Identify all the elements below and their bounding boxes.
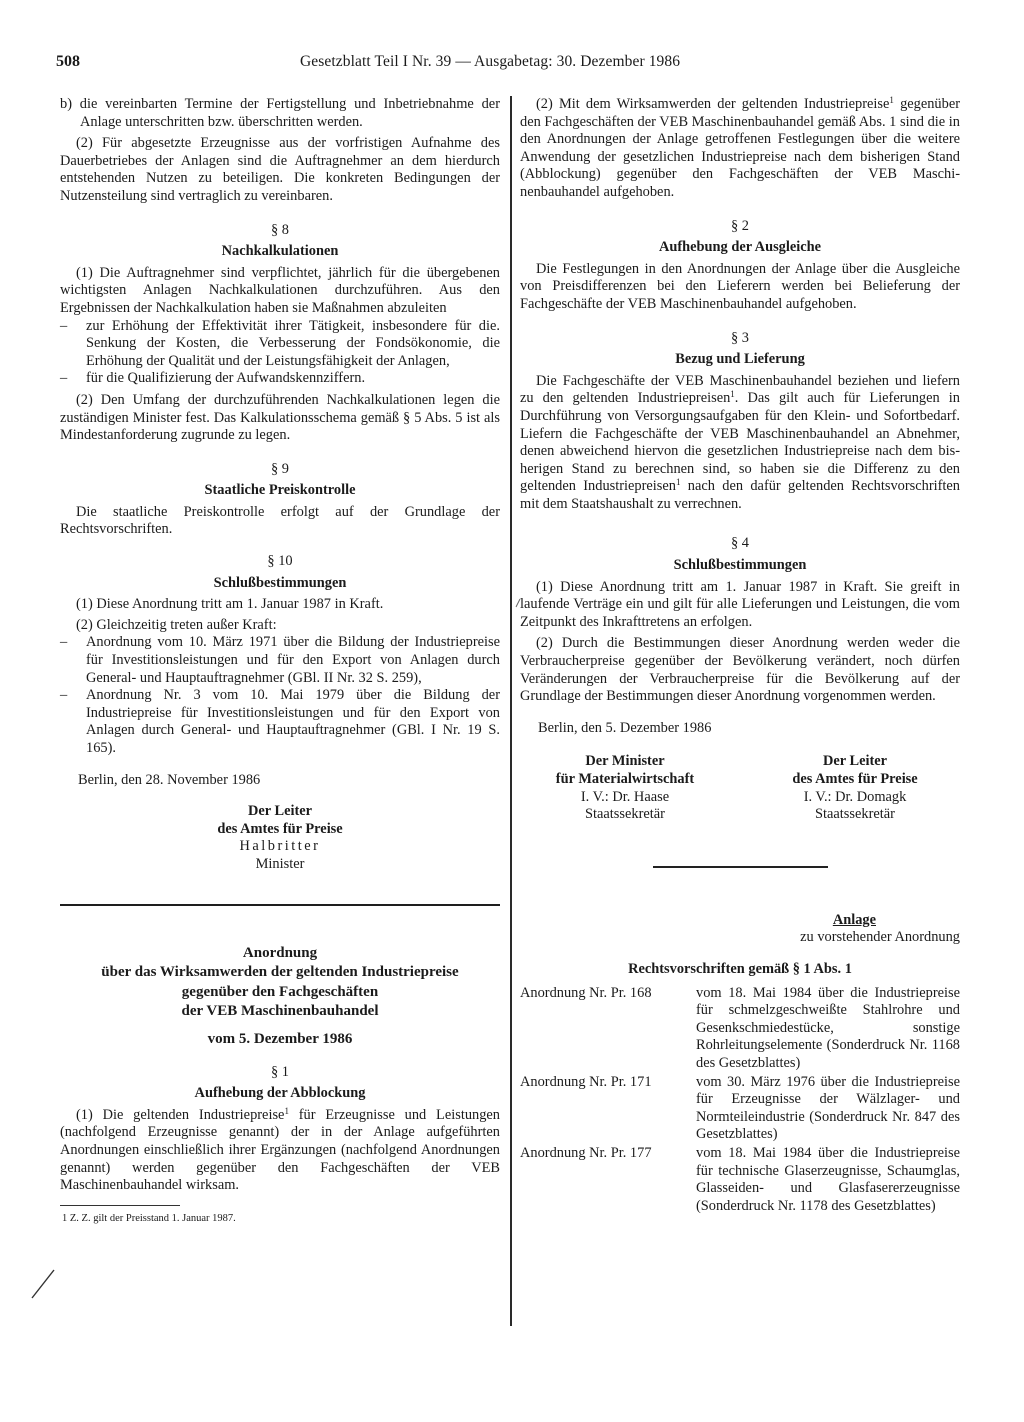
- annex-row: [520, 985, 960, 1073]
- document-date: vom 5. Dezember 1986: [207, 1030, 353, 1047]
- list-item-text: Anordnung Nr. 3 vom 10. Mai 1979 über die Bildung der Industriepreise für Investitionsleistungen und für den Export von Anlagen durch General- und Hauptauftragnehmer (GBl. I Nr. 19 S. 165).: [86, 687, 500, 756]
- section-3-number: § 3: [731, 329, 749, 346]
- title-line: der VEB Maschinenbauhandel: [181, 1003, 379, 1020]
- title-line: gegenüber den Fachgeschäften: [181, 983, 379, 1000]
- annex-title: Anlage: [832, 911, 876, 928]
- text-run: gegenüber den Fachgeschäften der VEB Maschinenbauhandel gemäß Abs. 1 sind die in den Anordnungen der Anlage getroffenen Festlegungen über die weitere Anwendung der gesetzlichen Industriepreise nach dem bisherigen Stand (Abblockung) gegenüber den Fachgeschäften der VEB Maschinenbauhandel aufgehoben.: [520, 96, 960, 200]
- paragraph-2: (2) Für abgesetzte Erzeugnisse aus der vorfristigen Aufnahme des Dauerbetriebes der Anlagen sind die Auftragnehmer an dem hierdurch entstehenden Nutzen zu beteiligen. Die konkreten Bedingungen der Nutzensteilung sind vertraglich zu vereinbaren.: [60, 135, 500, 204]
- section-10-number: § 10: [267, 553, 293, 570]
- footnote-ref: 1: [675, 477, 681, 488]
- section-9-paragraph: Die staatliche Preiskontrolle erfolgt auf der Grundlage der Rechtsvorschriften.: [60, 503, 500, 538]
- section-1-paragraph-1: [60, 1107, 500, 1195]
- annex-row: [520, 1074, 960, 1144]
- text-run: (1) Die geltenden Industriepreise: [76, 1106, 285, 1123]
- title-line: Anordnung: [242, 944, 318, 961]
- annex-list: [520, 985, 960, 1216]
- annex-label-wrap: [520, 912, 960, 930]
- footnote-ref: 1: [730, 389, 735, 400]
- footnote-ref: 1: [284, 1105, 289, 1116]
- place-date-right: Berlin, den 5. Dezember 1986: [538, 719, 712, 736]
- section-10-paragraph-2: (2) Gleichzeitig treten außer Kraft:: [76, 616, 277, 633]
- right-column: [520, 96, 960, 1215]
- section-3-paragraph: [520, 373, 960, 514]
- annex-description: vom 18. Mai 1984 über die Industriepreise für technische Glaserzeugnisse, Schaumglas, Glasseiden- und Glasfasererzeugnisse (Sonderdruck Nr. 1178 des Gesetzblattes): [696, 1144, 960, 1214]
- section-2-paragraph: Die Festlegungen in den Anordnungen der Anlage über die Ausgleiche von Preisdifferenzen bei den Lieferern werden bei Belieferung der Fachgeschäfte der VEB Maschinenbauhandel aufgehoben.: [520, 260, 960, 312]
- text-run: . Das gilt auch für Lieferungen in Durchführung von Versorgungsaufgaben für den Klein- und Sofortbedarf. Liefern die Fachgeschäfte der VEB Maschinenbauhandel an Abnehmer, denen abweichend hiervon die gesetzlichen Industriepreise nach dem bisherigen Stand zu berechnen sind, so haben sie die Differenz zu den geltenden Industriepreisen: [520, 390, 960, 495]
- list-item-text: zur Erhöhung der Effektivität ihrer Tätigkeit, insbesondere für die. Senkung der Kosten, die Verbesserung der Fondsökonomie, die Erhöhung der Qualität und der Leistungsfähigkeit der Anlagen,: [86, 317, 500, 369]
- section-8-paragraph-2: (2) Den Umfang der durchzuführenden Nachkalkulationen legen die zuständigen Minister fest. Das Kalkulationsschema gemäß § 5 Abs. 5 ist als Mindestanforderung zugrunde zu legen.: [60, 391, 500, 444]
- scan-speck-mark: [514, 598, 522, 608]
- section-10-title: Schlußbestimmungen: [213, 574, 347, 591]
- annex-reference: Anordnung Nr. Pr. 177: [520, 1144, 652, 1161]
- annex-subtitle: zu vorstehender Anordnung: [800, 929, 960, 946]
- place-date-left: Berlin, den 28. November 1986: [78, 771, 261, 788]
- page-header: [56, 53, 968, 79]
- signature-block-price-office: [750, 753, 960, 823]
- section-3-title: Bezug und Lieferung: [675, 351, 805, 368]
- signatory-title: Der Leiter: [247, 803, 313, 820]
- section-8-list-item: – für die Qualifizierung der Aufwandskennziffern.: [60, 370, 366, 387]
- annex-reference: Anordnung Nr. Pr. 168: [520, 984, 652, 1001]
- left-column: [60, 96, 500, 1227]
- signature-block-left: [60, 803, 500, 873]
- running-title: Gesetzblatt Teil I Nr. 39 — Ausgabetag: 30. Dezember 1986: [300, 53, 681, 70]
- section-1-paragraph-2: [520, 96, 960, 202]
- section-8-title: Nachkalkulationen: [221, 243, 339, 260]
- signatory-office: für Materialwirtschaft: [555, 771, 695, 787]
- section-9-title: Staatliche Preiskontrolle: [204, 482, 356, 499]
- signature-block-minister: [520, 753, 730, 823]
- signatory-name: I. V.: Dr. Domagk: [803, 788, 907, 805]
- signatory-title: Der Leiter: [822, 753, 888, 770]
- section-10-list-item: – Anordnung Nr. 3 vom 10. Mai 1979 über die Bildung der Industriepreise für Investitionsleistungen und für den Export von Anlagen durch General- und Hauptauftragnehmer (GBl. I Nr. 19 S. 165).: [60, 687, 500, 756]
- section-4-paragraph-1: (1) Diese Anordnung tritt am 1. Januar 1987 in Kraft. Sie greift in laufende Verträge ein und gilt für alle Lieferungen und Leistungen, die vom Zeitpunkt des Inkrafttretens an erfolgen.: [520, 578, 960, 630]
- footnote-rule: [60, 1205, 180, 1206]
- section-4-number: § 4: [731, 535, 749, 552]
- section-1-number: § 1: [271, 1063, 289, 1080]
- footnote: 1 Z. Z. gilt der Preisstand 1. Januar 1987.: [62, 1212, 236, 1224]
- section-separator: [60, 904, 500, 906]
- section-4-paragraph-2: (2) Durch die Bestimmungen dieser Anordnung werden weder die Verbraucherpreise gegenüber der Bevölkerung verändert, noch dürfen Veränderungen der Verbraucherpreise für die Bevölkerung auf der Grundlage der Bestimmungen dieser Anordnung vorgenommen werden.: [520, 635, 960, 705]
- text-run: nach den dafür geltenden Rechtsvorschriften mit dem Staatshaushalt zu verrechnen.: [520, 478, 960, 512]
- section-8-list-item: – zur Erhöhung der Effektivität ihrer Tätigkeit, insbesondere für die. Senkung der Kosten, die Verbesserung der Fondsökonomie, die Erhöhung der Qualität und der Leistungsfähigkeit der Anlagen,: [60, 317, 500, 369]
- signatory-office: des Amtes für Preise: [217, 820, 343, 837]
- annex-heading: Rechtsvorschriften gemäß § 1 Abs. 1: [628, 960, 852, 977]
- annex-description: vom 30. März 1976 über die Industriepreise für Erzeugnisse der Wälzlager- und Normteileindustrie (Sonderdruck Nr. 847 des Gesetzblattes): [696, 1073, 960, 1143]
- pen-stroke-mark: [30, 1268, 56, 1300]
- text-run: Die Fachgeschäfte der VEB Maschinenbauhandel beziehen und liefern zu den geltenden Industriepreisen: [520, 372, 960, 407]
- signatory-role: Minister: [255, 855, 305, 872]
- annex-row: [520, 1145, 960, 1215]
- signature-row: [520, 753, 960, 823]
- document-title: [60, 944, 500, 1050]
- section-8-number: § 8: [271, 221, 289, 238]
- footnote-ref: 1: [889, 95, 894, 105]
- annex-description: vom 18. Mai 1984 über die Industriepreise für schmelzgeschweißte Stahlrohre und Gesenkschmiedestücke, sonstige Rohrleitungselemente (Sonderdruck Nr. 1168 des Gesetzblattes): [696, 984, 960, 1071]
- signatory-office: des Amtes für Preise: [792, 771, 918, 787]
- annex-reference: Anordnung Nr. Pr. 171: [520, 1073, 652, 1090]
- section-1-title: Aufhebung der Abblockung: [194, 1085, 366, 1102]
- text-run: (2) Mit dem Wirksamwerden der geltenden Industriepreise: [536, 96, 890, 112]
- section-separator: [653, 866, 828, 868]
- signatory-role: Staatssekretär: [815, 806, 895, 823]
- section-2-title: Aufhebung der Ausgleiche: [658, 239, 822, 256]
- item-b: b) die vereinbarten Termine der Fertigstellung und Inbetriebnahme der Anlage unterschritten bzw. überschritten werden.: [60, 96, 500, 130]
- signatory-role: Staatssekretär: [585, 806, 665, 823]
- title-line: über das Wirksamwerden der geltenden Industriepreise: [101, 964, 459, 981]
- list-item-text: für die Qualifizierung der Aufwandskennziffern.: [86, 370, 366, 387]
- signatory-title: Der Minister: [585, 753, 665, 770]
- section-8-paragraph-1: (1) Die Auftragnehmer sind verpflichtet, jährlich für die übergebenen wichtigsten Anlagen Nachkalkulationen durchzuführen. Aus den Ergebnissen der Nachkalkulation haben sie Maßnahmen abzuleiten: [60, 264, 500, 316]
- signatory-name: Halbritter: [239, 838, 321, 855]
- list-item-text: Anordnung vom 10. März 1971 über die Bildung der Industriepreise für Investitionsleistungen und für den Export von Anlagen durch General- und Hauptauftragnehmer (GBl. II Nr. 32 S. 259),: [86, 634, 500, 686]
- page-number: 508: [56, 53, 80, 70]
- column-divider: [510, 96, 512, 1326]
- section-10-paragraph-1: (1) Diese Anordnung tritt am 1. Januar 1987 in Kraft.: [76, 596, 384, 613]
- section-2-number: § 2: [731, 217, 749, 234]
- section-4-title: Schlußbestimmungen: [673, 557, 807, 574]
- signatory-name: I. V.: Dr. Haase: [580, 788, 670, 805]
- section-9-number: § 9: [271, 460, 289, 477]
- text-run: für Erzeugnisse und Leistungen (nachfolgend Erzeugnisse genannt) der in der Anlage aufgeführten Anordnungen einschließlich ihrer Ergänzungen (nachfolgend Anordnungen genannt) werden gegenüber den Fachgeschäften der VEB Maschinenbauhandel wirksam.: [60, 1106, 500, 1194]
- section-10-list-item: – Anordnung vom 10. März 1971 über die Bildung der Industriepreise für Investitionsleistungen und für den Export von Anlagen durch General- und Hauptauftragnehmer (GBl. II Nr. 32 S. 259),: [60, 634, 500, 686]
